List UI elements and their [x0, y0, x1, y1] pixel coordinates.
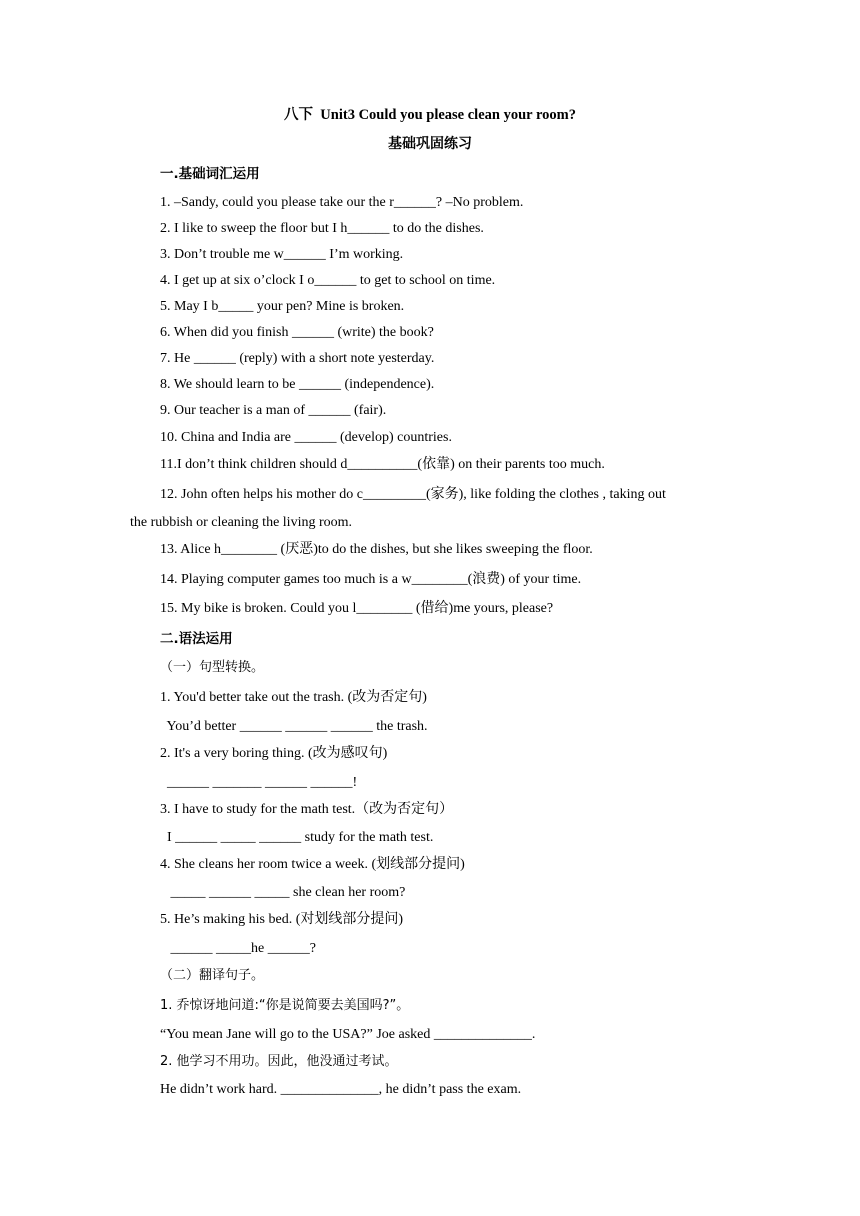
vocab-item-7: 7. He ______ (reply) with a short note yesterday.: [160, 351, 435, 366]
vocab-item-6: 6. When did you finish ______ (write) the book?: [160, 325, 434, 340]
vocab-item-10: 10. China and India are ______ (develop) countries.: [160, 430, 452, 445]
transform-q4: 4. She cleans her room twice a week. (划线部分提问): [160, 857, 465, 872]
translate-q2: 2. 他学习不用功。因此，他没通过考试。: [160, 1054, 398, 1069]
vocab-item-11: 11.I don’t think children should d__________(依靠) on their parents too much.: [160, 457, 605, 472]
subsection-heading-translate: （二）翻译句子。: [160, 968, 265, 983]
vocab-item-2: 2. I like to sweep the floor but I h______ to do the dishes.: [160, 221, 484, 236]
vocab-item-3: 3. Don’t trouble me w______ I’m working.: [160, 247, 404, 262]
page-title: 八下 Unit3 Could you please clean your room?: [284, 107, 576, 123]
vocab-item-4: 4. I get up at six o’clock I o______ to get to school on time.: [160, 273, 496, 288]
section-heading-vocabulary: 一.基础词汇运用: [160, 166, 260, 182]
transform-q1: 1. You'd better take out the trash. (改为否定句): [160, 690, 427, 705]
transform-a4: _____ ______ _____ she clean her room?: [160, 885, 406, 900]
page-subtitle: 基础巩固练习: [388, 136, 472, 152]
translate-q1: 1. 乔惊讶地问道:“你是说简要去美国吗?”。: [160, 998, 410, 1013]
transform-q2: 2. It's a very boring thing. (改为感叹句): [160, 746, 388, 761]
vocab-item-15: 15. My bike is broken. Could you l________ (借给)me yours, please?: [160, 601, 554, 616]
vocab-item-12-continued: the rubbish or cleaning the living room.: [130, 515, 353, 530]
vocab-item-12: 12. John often helps his mother do c_________(家务), like folding the clothes , taking out: [160, 487, 666, 502]
vocab-item-14: 14. Playing computer games too much is a w________(浪费) of your time.: [160, 572, 582, 587]
vocab-item-9: 9. Our teacher is a man of ______ (fair).: [160, 403, 387, 418]
transform-a3: I ______ _____ ______ study for the math test.: [160, 830, 434, 845]
transform-a1: You’d better ______ ______ ______ the trash.: [160, 719, 428, 734]
transform-a5: ______ _____he ______?: [160, 941, 316, 956]
vocab-item-5: 5. May I b_____ your pen? Mine is broken.: [160, 299, 405, 314]
transform-q5: 5. He’s making his bed. (对划线部分提问): [160, 912, 404, 927]
vocab-item-1: 1. –Sandy, could you please take our the r______? –No problem.: [160, 195, 524, 210]
translate-a1: “You mean Jane will go to the USA?” Joe asked ______________.: [160, 1027, 536, 1042]
translate-a2: He didn’t work hard. ______________, he didn’t pass the exam.: [160, 1082, 522, 1097]
transform-q3: 3. I have to study for the math test.（改为否定句）: [160, 802, 454, 817]
section-heading-grammar: 二.语法运用: [160, 631, 233, 647]
subsection-heading-transform: （一）句型转换。: [160, 660, 265, 675]
vocab-item-13: 13. Alice h________ (厌恶)to do the dishes, but she likes sweeping the floor.: [160, 542, 593, 557]
transform-a2: ______ _______ ______ ______!: [160, 775, 358, 790]
vocab-item-8: 8. We should learn to be ______ (independence).: [160, 377, 435, 392]
